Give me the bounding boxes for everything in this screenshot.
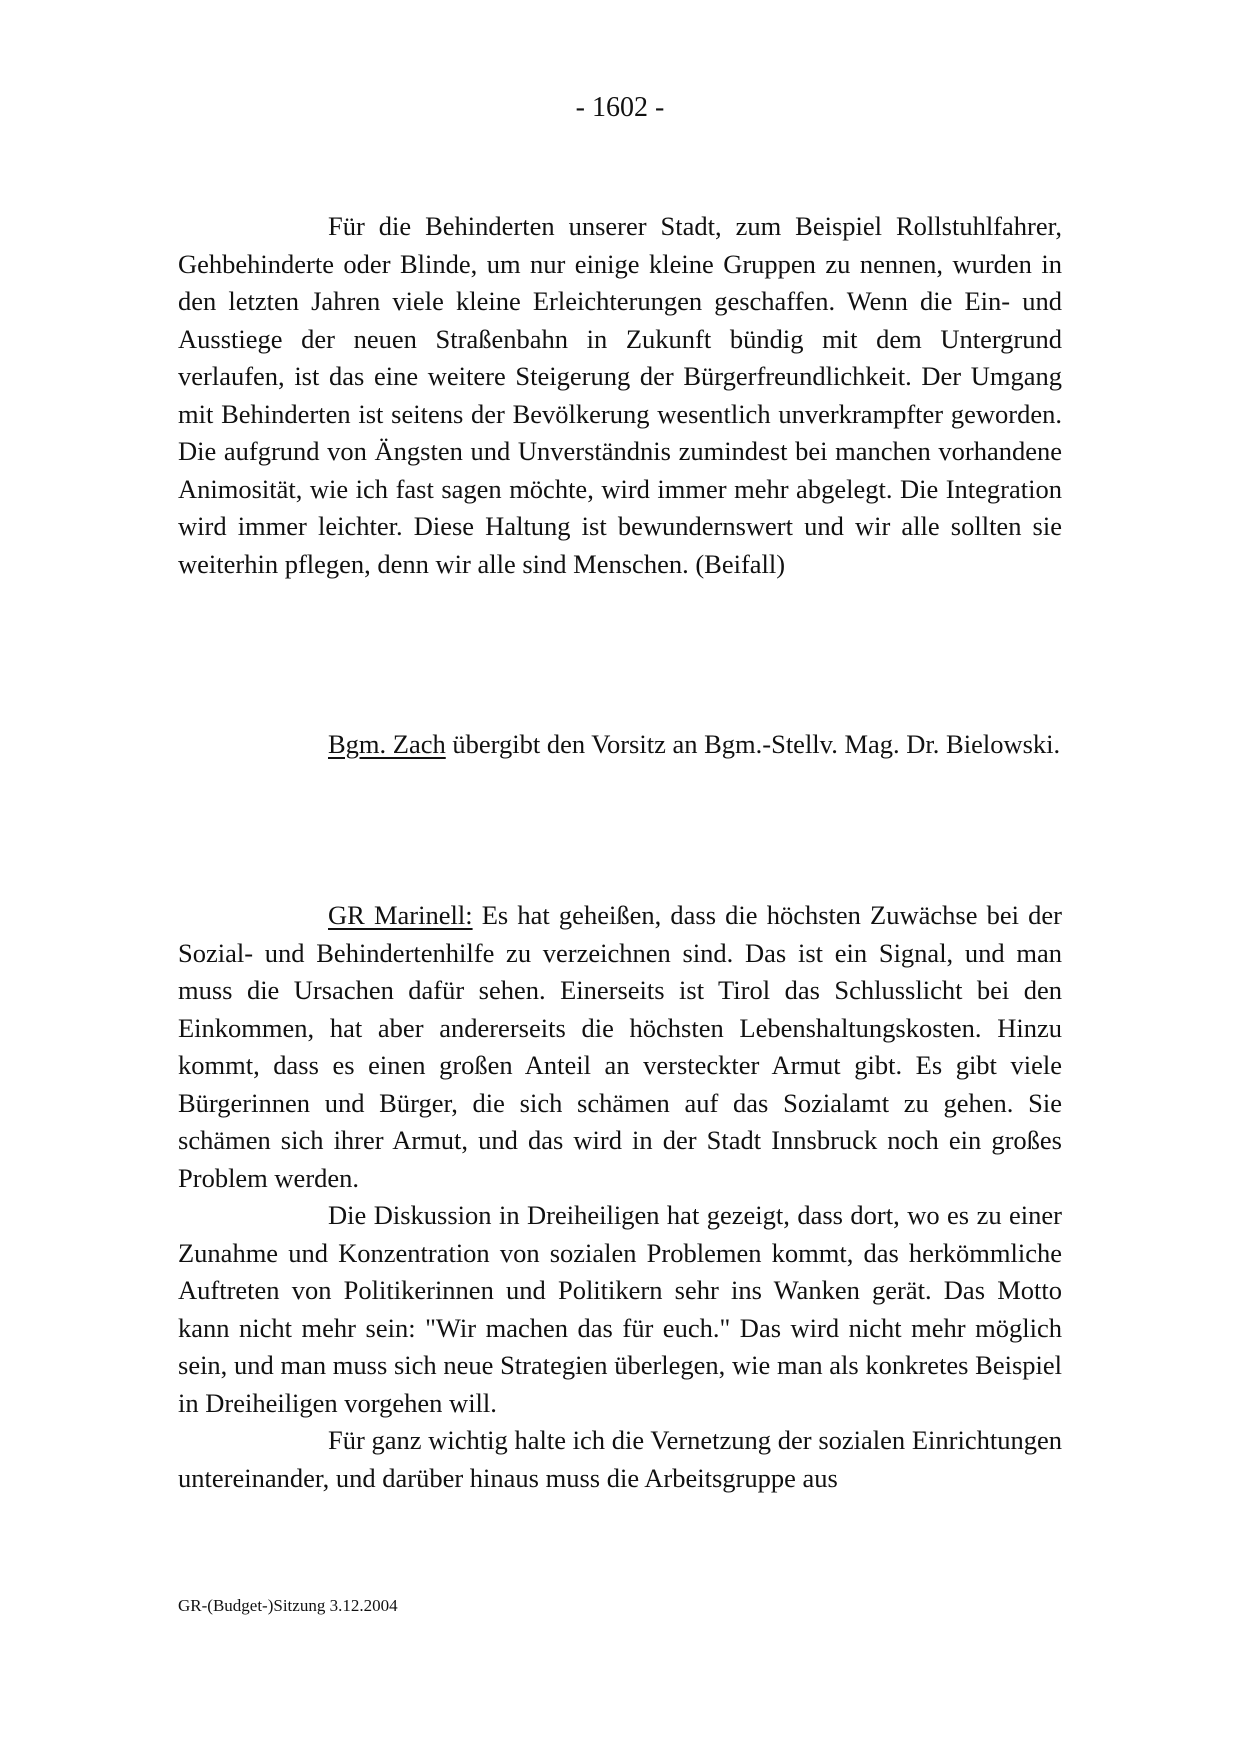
speech-paragraph: Für die Behinderten unserer Stadt, zum Beispiel Rollstuhlfahrer, Gehbehinderte oder Blinde, um nur einige kleine Gruppen zu nennen, wurden in den letzten Jahren viele kleine Erleichterungen geschaffen. Wenn die Ein- und Ausstiege der neuen Straßenbahn in Zukunft bündig mit dem Untergrund verlaufen, ist das eine weitere Steigerung der Bürgerfreundlichkeit. Der Umgang mit Behinderten ist seitens der Bevölkerung wesentlich unverkrampfter geworden. Die aufgrund von Ängsten und Unverständnis zumindest bei manchen vorhandene Animosität, wie ich fast sagen möchte, wird immer mehr abgelegt. Die Integration wird immer leichter. Diese Haltung ist bewundernswert und wir alle sollten sie weiterhin pflegen, denn wir alle sind Menschen. (Beifall): [178, 211, 1062, 579]
speaker-name: Bgm. Zach: [328, 729, 446, 759]
speech-marinell-block: [178, 897, 1062, 1497]
speech-paragraph: Die Diskussion in Dreiheiligen hat gezeigt, dass dort, wo es zu einer Zunahme und Konzentration von sozialen Problemen kommt, das herkömmliche Auftreten von Politikerinnen und Politikern sehr ins Wanken gerät. Das Motto kann nicht mehr sein: "Wir machen das für euch." Das wird nicht mehr möglich sein, und man muss sich neue Strategien überlegen, wie man als konkretes Beispiel in Dreiheiligen vorgehen will.: [178, 1200, 1062, 1418]
session-footer: GR-(Budget-)Sitzung 3.12.2004: [178, 1596, 398, 1615]
speech-disability-paragraph-block: [178, 208, 1062, 583]
speech-paragraph: Für ganz wichtig halte ich die Vernetzung der sozialen Einrichtungen untereinander, und darüber hinaus muss die Arbeitsgruppe aus: [178, 1425, 1062, 1493]
page-number: - 1602 -: [575, 92, 665, 123]
speech-text: Es hat geheißen, dass die höchsten Zuwächse bei der Sozial- und Behindertenhilfe zu verzeichnen sind. Das ist ein Signal, und man muss die Ursachen dafür sehen. Einerseits ist Tirol das Schlusslicht bei den Einkommen, hat aber andererseits die höchsten Lebenshaltungskosten. Hinzu kommt, dass es einen großen Anteil an versteckter Armut gibt. Es gibt viele Bürgerinnen und Bürger, die sich schämen auf das Sozialamt zu gehen. Sie schämen sich ihrer Armut, und das wird in der Stadt Innsbruck noch ein großes Problem werden.: [178, 900, 1062, 1193]
chair-handover-paragraph: [178, 726, 1062, 764]
speaker-name: GR Marinell:: [328, 900, 473, 930]
handover-text: übergibt den Vorsitz an Bgm.-Stellv. Mag. Dr. Bielowski.: [445, 729, 1061, 759]
speech-paragraph: [178, 897, 1062, 1197]
chair-handover-block: [178, 726, 1062, 764]
